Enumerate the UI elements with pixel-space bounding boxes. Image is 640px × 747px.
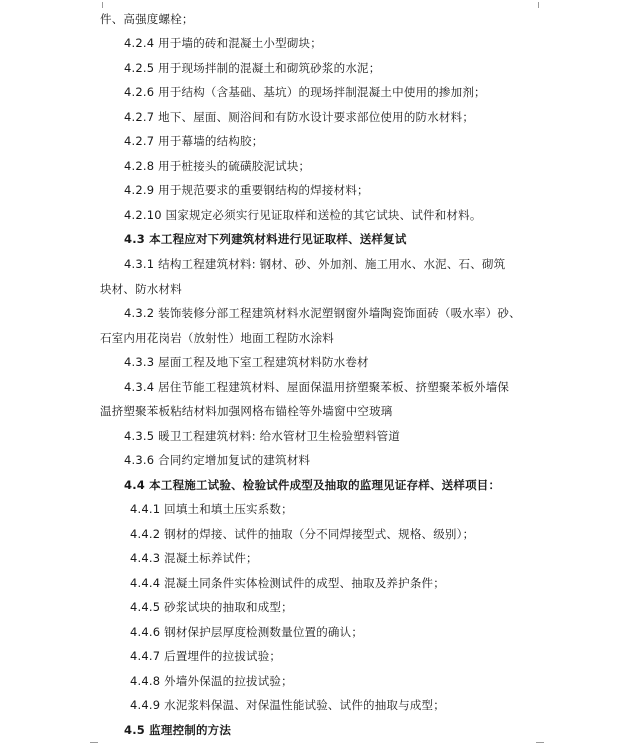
text-line: 4.3.5 暖卫工程建筑材料: 给水管材卫生检验塑料管道: [124, 429, 401, 443]
section-heading: 4.5 监理控制的方法: [124, 723, 232, 737]
page-corner-mark: [538, 2, 545, 8]
section-heading: 4.3 本工程应对下列建筑材料进行见证取样、送样复试: [124, 232, 407, 246]
text-line: 4.2.9 用于规范要求的重要钢结构的焊接材料；: [124, 183, 369, 197]
text-line: 4.2.7 用于幕墙的结构胶；: [124, 134, 264, 148]
text-line: 4.3.2 装饰装修分部工程建筑材料水泥塑钢窗外墙陶瓷饰面砖（吸水率）砂、: [124, 306, 521, 320]
text-line: 件、高强度螺栓；: [100, 12, 194, 26]
text-line: 4.2.7 地下、屋面、厕浴间和有防水设计要求部位使用的防水材料；: [124, 110, 475, 124]
section-heading: 4.4 本工程施工试验、检验试件成型及抽取的监理见证存样、送样项目：: [124, 478, 501, 492]
text-line: 4.4.3 混凝土标养试件；: [130, 551, 258, 565]
text-line: 4.3.6 合同约定增加复试的建筑材料: [124, 453, 311, 467]
text-line: 4.4.8 外墙外保温的拉拔试验；: [130, 674, 293, 688]
text-line: 4.2.10 国家规定必须实行见证取样和送检的其它试块、试件和材料。: [124, 208, 482, 222]
text-line: 4.3.3 屋面工程及地下室工程建筑材料防水卷材: [124, 355, 369, 369]
text-line: 4.3.4 居住节能工程建筑材料、屋面保温用挤塑聚苯板、挤塑聚苯板外墙保: [124, 380, 510, 394]
text-line: 块材、防水材料: [100, 282, 182, 296]
text-line: 4.4.2 钢材的焊接、试件的抽取（分不同焊接型式、规格、级别）；: [130, 527, 475, 541]
text-line: 4.4.9 水泥浆料保温、对保温性能试验、试件的抽取与成型；: [130, 698, 445, 712]
page-corner-mark: [536, 736, 544, 743]
text-line: 4.4.1 回填土和填土压实系数；: [130, 502, 293, 516]
text-line: 4.4.4 混凝土同条件实体检测试件的成型、抽取及养护条件；: [130, 576, 445, 590]
text-line: 4.3.1 结构工程建筑材料: 钢材、砂、外加剂、施工用水、水泥、石、砌筑: [124, 257, 506, 271]
page-corner-mark: [96, 2, 103, 8]
text-line: 4.2.8 用于桩接头的硫磺胶泥试块；: [124, 159, 311, 173]
text-line: 4.2.4 用于墙的砖和混凝土小型砌块；: [124, 36, 322, 50]
text-line: 温挤塑聚苯板粘结材料加强网格布锚栓等外墙窗中空玻璃: [100, 404, 393, 418]
text-line: 4.4.5 砂浆试块的抽取和成型；: [130, 600, 293, 614]
text-line: 4.4.6 钢材保护层厚度检测数量位置的确认；: [130, 625, 364, 639]
text-line: 4.2.6 用于结构（含基础、基坑）的现场拌制混凝土中使用的掺加剂；: [124, 85, 486, 99]
text-line: 石室内用花岗岩（放射性）地面工程防水涂料: [100, 331, 334, 345]
page-corner-mark: [90, 736, 98, 743]
text-line: 4.4.7 后置埋件的拉拔试验；: [130, 649, 282, 663]
text-line: 4.2.5 用于现场拌制的混凝土和砌筑砂浆的水泥；: [124, 61, 381, 75]
